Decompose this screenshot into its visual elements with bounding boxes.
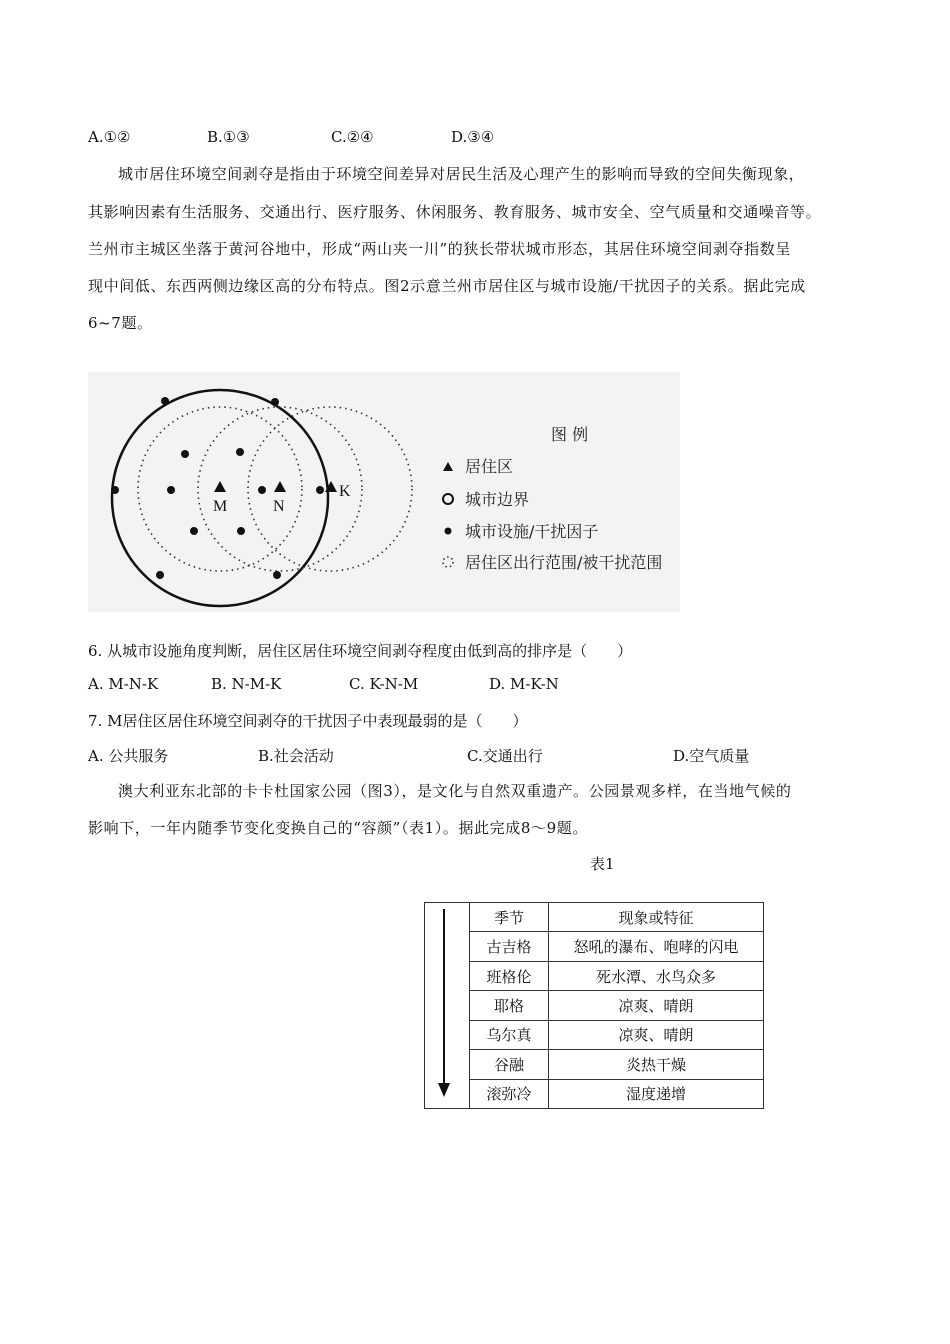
facility-dot [273,571,281,579]
label-n: N [273,498,285,515]
facility-dot [237,527,245,535]
intro-line-2: 其影响因素有生活服务、交通出行、医疗服务、休闲服务、教育服务、城市安全、空气质量和交通噪音等。 [88,203,822,221]
facility-dot [167,486,175,494]
legend-facility-symbol [445,528,452,535]
label-m: M [213,498,228,515]
intro2-line-1: 澳大利亚东北部的卡卡杜国家公园（图3），是文化与自然双重遗产。公园景观多样，在当地气候的 [118,782,792,800]
feature-cell: 怒吼的瀑布、咆哮的闪电 [549,932,764,961]
season-cell: 耶格 [470,991,549,1020]
q7-option-d: D.空气质量 [673,747,750,765]
q7-option-a: A. 公共服务 [88,747,169,765]
legend-boundary: 城市边界 [465,490,530,509]
q6-option-b: B. N-M-K [211,675,282,693]
table-header-row [425,903,764,932]
prev-option-a: A.①② [88,128,131,146]
figure-2-diagram [88,372,680,612]
facility-dot [156,571,164,579]
intro-line-1: 城市居住环境空间剥夺是指由于环境空间差异对居民生活及心理产生的影响而导致的空间失衡现象， [118,165,805,183]
table-row [425,961,764,990]
feature-cell: 湿度递增 [549,1079,764,1108]
facility-dot [316,486,324,494]
facility-dot [181,450,189,458]
facility-dot [111,486,119,494]
season-cell: 班格伦 [470,961,549,990]
q7-option-c: C.交通出行 [467,747,543,765]
facility-dot [161,397,169,405]
table-row [425,932,764,961]
q7-option-b: B.社会活动 [258,747,334,765]
facility-dot [258,486,266,494]
intro2-line-2: 影响下，一年内随季节变化变换自己的“容颜”（表1）。据此完成8～9题。 [88,819,588,837]
q6-option-a: A. M-N-K [88,675,159,693]
season-table [424,902,764,1109]
intro-line-5: 6~7题。 [88,314,153,332]
q6-stem: 6. 从城市设施角度判断，居住区居住环境空间剥夺程度由低到高的排序是（ ） [88,642,633,660]
intro-line-4: 现中间低、东西两侧边缘区高的分布特点。图2示意兰州市居住区与城市设施/干扰因子的关系。据此完成 [88,277,806,295]
q6-option-c: C. K-N-M [349,675,419,693]
down-arrow-icon [425,903,469,1108]
facility-dot [190,527,198,535]
table-row [425,1079,764,1108]
label-k: K [339,483,351,500]
table-row [425,991,764,1020]
season-cell: 乌尔真 [470,1020,549,1049]
legend-facility: 城市设施/干扰因子 [465,522,599,541]
prev-option-b: B.①③ [207,128,250,146]
season-cell: 古吉格 [470,932,549,961]
season-cell: 滚弥冷 [470,1079,549,1108]
feature-cell: 凉爽、晴朗 [549,1020,764,1049]
facility-dot [236,448,244,456]
legend-title: 图 例 [551,425,589,444]
header-season: 季节 [470,903,549,932]
season-cell: 谷融 [470,1050,549,1079]
legend-range: 居住区出行范围/被干扰范围 [465,553,663,572]
intro-line-3: 兰州市主城区坐落于黄河谷地中，形成“两山夹一川”的狭长带状城市形态，其居住环境空间剥夺指数呈 [88,240,791,258]
header-feature: 现象或特征 [549,903,764,932]
feature-cell: 凉爽、晴朗 [549,991,764,1020]
table-row [425,1050,764,1079]
table-caption: 表1 [590,855,615,873]
feature-cell: 炎热干燥 [549,1050,764,1079]
arrow-cell [425,903,470,1109]
legend-residential: 居住区 [465,457,514,476]
prev-option-d: D.③④ [451,128,495,146]
q7-stem: 7. M居住区居住环境空间剥夺的干扰因子中表现最弱的是（ ） [88,712,528,730]
feature-cell: 死水潭、水鸟众多 [549,961,764,990]
facility-dot [271,398,279,406]
table-row [425,1020,764,1049]
prev-option-c: C.②④ [331,128,374,146]
q6-option-d: D. M-K-N [489,675,559,693]
